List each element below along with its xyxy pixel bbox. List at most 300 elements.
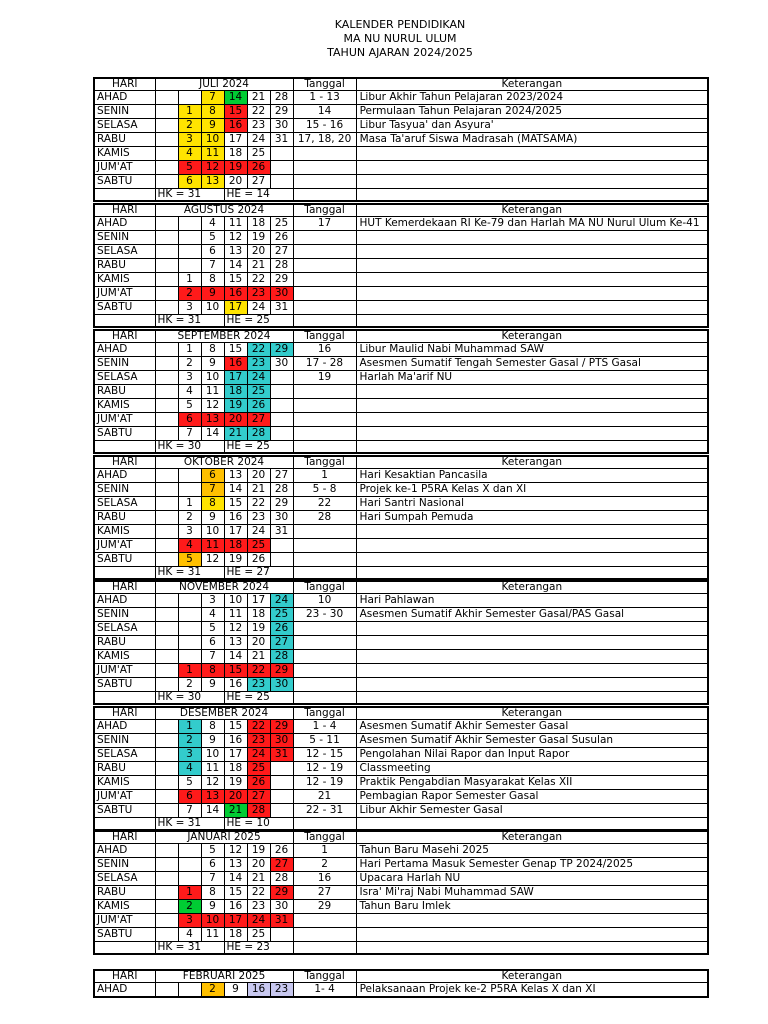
note-date: 17, 18, 20 <box>293 133 356 147</box>
note-text: Libur Akhir Tahun Pelajaran 2023/2024 <box>356 91 708 105</box>
tanggal-header: Tanggal <box>293 831 356 844</box>
date-cell: 28 <box>270 91 293 105</box>
date-cell: 1 <box>178 664 201 678</box>
note-date <box>293 245 356 259</box>
date-cell: 19 <box>224 553 247 567</box>
month-table <box>93 329 709 454</box>
day-row <box>94 497 708 511</box>
date-cell <box>178 91 201 105</box>
day-name: JUM'AT <box>94 413 155 427</box>
hk-count: HK = 30 <box>155 692 224 705</box>
note-text: Pelaksanaan Projek ke-2 P5RA Kelas X dan XI <box>356 983 708 998</box>
note-date: 14 <box>293 105 356 119</box>
note-date <box>293 259 356 273</box>
date-cell: 15 <box>224 343 247 357</box>
date-cell <box>155 231 178 245</box>
date-cell: 12 <box>201 553 224 567</box>
day-name: JUM'AT <box>94 287 155 301</box>
doc-title: KALENDER PENDIDIKAN <box>334 18 466 31</box>
date-cell: 2 <box>178 900 201 914</box>
day-row <box>94 245 708 259</box>
hari-header: HARI <box>94 581 155 594</box>
summary-empty <box>356 441 708 454</box>
tanggal-header: Tanggal <box>293 581 356 594</box>
month-name: NOVEMBER 2024 <box>155 581 293 594</box>
day-name: SABTU <box>94 301 155 315</box>
date-cell <box>178 636 201 650</box>
date-cell <box>178 983 201 998</box>
note-text: Pengolahan Nilai Rapor dan Input Rapor <box>356 748 708 762</box>
note-date <box>293 287 356 301</box>
date-cell: 27 <box>270 245 293 259</box>
day-name: AHAD <box>94 720 155 734</box>
date-cell <box>178 245 201 259</box>
note-text: Hari Kesaktian Pancasila <box>356 469 708 483</box>
date-cell: 1 <box>178 343 201 357</box>
hari-header: HARI <box>94 204 155 217</box>
day-row <box>94 608 708 622</box>
date-cell: 13 <box>201 413 224 427</box>
date-cell <box>155 858 178 872</box>
date-cell: 19 <box>247 844 270 858</box>
day-name: SENIN <box>94 608 155 622</box>
day-row <box>94 914 708 928</box>
day-name: AHAD <box>94 594 155 608</box>
note-text <box>356 287 708 301</box>
day-name: RABU <box>94 259 155 273</box>
month-header-row <box>94 581 708 594</box>
day-name: SABTU <box>94 427 155 441</box>
date-cell: 27 <box>247 790 270 804</box>
date-cell: 14 <box>201 804 224 818</box>
hk-count: HK = 30 <box>155 441 224 454</box>
date-cell <box>155 983 178 998</box>
day-row <box>94 133 708 147</box>
month-table <box>93 203 709 328</box>
date-cell: 22 <box>247 720 270 734</box>
date-cell: 18 <box>224 385 247 399</box>
day-name: SELASA <box>94 748 155 762</box>
note-date: 29 <box>293 900 356 914</box>
day-row <box>94 872 708 886</box>
date-cell: 16 <box>224 511 247 525</box>
note-text <box>356 231 708 245</box>
date-cell: 27 <box>247 175 270 189</box>
date-cell: 23 <box>247 678 270 692</box>
date-cell: 24 <box>270 594 293 608</box>
month-name: AGUSTUS 2024 <box>155 204 293 217</box>
date-cell: 28 <box>270 872 293 886</box>
note-text: Libur Akhir Semester Gasal <box>356 804 708 818</box>
day-row <box>94 427 708 441</box>
date-cell <box>155 357 178 371</box>
date-cell <box>178 217 201 231</box>
date-cell <box>178 608 201 622</box>
date-cell: 20 <box>224 175 247 189</box>
date-cell <box>155 91 178 105</box>
month-header-row <box>94 970 708 983</box>
keterangan-header: Keterangan <box>356 456 708 469</box>
date-cell: 11 <box>201 385 224 399</box>
month-header-row <box>94 204 708 217</box>
date-cell <box>270 553 293 567</box>
date-cell: 20 <box>224 790 247 804</box>
note-date: 22 - 31 <box>293 804 356 818</box>
day-name: SABTU <box>94 175 155 189</box>
date-cell <box>155 119 178 133</box>
date-cell: 5 <box>178 161 201 175</box>
day-row <box>94 371 708 385</box>
date-cell: 1 <box>178 497 201 511</box>
note-date <box>293 553 356 567</box>
date-cell <box>155 804 178 818</box>
note-text: Tahun Baru Masehi 2025 <box>356 844 708 858</box>
hari-header: HARI <box>94 831 155 844</box>
date-cell: 11 <box>224 217 247 231</box>
date-cell: 13 <box>224 636 247 650</box>
month-header-row <box>94 831 708 844</box>
month-table <box>93 580 709 705</box>
day-name: AHAD <box>94 983 155 998</box>
date-cell <box>155 371 178 385</box>
summary-empty <box>356 189 708 202</box>
date-cell: 29 <box>270 273 293 287</box>
note-date: 28 <box>293 511 356 525</box>
tanggal-header: Tanggal <box>293 78 356 91</box>
note-text <box>356 928 708 942</box>
date-cell: 21 <box>247 91 270 105</box>
date-cell: 4 <box>201 608 224 622</box>
day-row <box>94 259 708 273</box>
date-cell: 8 <box>201 497 224 511</box>
date-cell <box>155 175 178 189</box>
summary-empty <box>293 441 356 454</box>
day-row <box>94 734 708 748</box>
date-cell: 7 <box>201 483 224 497</box>
academic-year: TAHUN AJARAN 2024/2025 <box>327 46 473 59</box>
date-cell: 3 <box>178 301 201 315</box>
hari-header: HARI <box>94 970 155 983</box>
date-cell: 19 <box>247 231 270 245</box>
date-cell: 19 <box>224 399 247 413</box>
month-header-row <box>94 456 708 469</box>
day-name: JUM'AT <box>94 790 155 804</box>
date-cell: 23 <box>247 357 270 371</box>
day-name: SELASA <box>94 119 155 133</box>
date-cell: 2 <box>178 678 201 692</box>
date-cell: 27 <box>247 413 270 427</box>
date-cell: 7 <box>201 872 224 886</box>
day-name: SENIN <box>94 858 155 872</box>
tanggal-header: Tanggal <box>293 204 356 217</box>
date-cell: 25 <box>270 608 293 622</box>
date-cell: 17 <box>224 914 247 928</box>
date-cell: 22 <box>247 343 270 357</box>
date-cell <box>270 161 293 175</box>
note-text: Praktik Pengabdian Masyarakat Kelas XII <box>356 776 708 790</box>
note-date: 19 <box>293 371 356 385</box>
day-row <box>94 553 708 567</box>
day-row <box>94 983 708 998</box>
date-cell <box>178 650 201 664</box>
month-table <box>93 706 709 831</box>
note-text <box>356 678 708 692</box>
date-cell: 3 <box>201 594 224 608</box>
day-name: SELASA <box>94 622 155 636</box>
note-text: Asesmen Sumatif Akhir Semester Gasal Susulan <box>356 734 708 748</box>
day-name: AHAD <box>94 217 155 231</box>
date-cell: 24 <box>247 914 270 928</box>
keterangan-header: Keterangan <box>356 78 708 91</box>
date-cell <box>155 762 178 776</box>
date-cell <box>155 844 178 858</box>
date-cell: 15 <box>224 497 247 511</box>
day-name: RABU <box>94 385 155 399</box>
hari-header: HARI <box>94 78 155 91</box>
date-cell: 9 <box>224 983 247 998</box>
day-row <box>94 301 708 315</box>
date-cell <box>155 427 178 441</box>
note-date <box>293 636 356 650</box>
date-cell: 23 <box>247 119 270 133</box>
date-cell <box>270 804 293 818</box>
month-name: JANUARI 2025 <box>155 831 293 844</box>
note-text <box>356 650 708 664</box>
date-cell: 4 <box>178 762 201 776</box>
date-cell: 22 <box>247 105 270 119</box>
date-cell <box>178 469 201 483</box>
date-cell: 31 <box>270 133 293 147</box>
date-cell: 10 <box>201 133 224 147</box>
day-row <box>94 413 708 427</box>
note-text: Isra' Mi'raj Nabi Muhammad SAW <box>356 886 708 900</box>
date-cell: 16 <box>224 678 247 692</box>
month-table <box>93 77 709 202</box>
date-cell: 30 <box>270 900 293 914</box>
date-cell: 29 <box>270 664 293 678</box>
date-cell <box>270 399 293 413</box>
date-cell: 23 <box>247 511 270 525</box>
date-cell <box>155 497 178 511</box>
keterangan-header: Keterangan <box>356 204 708 217</box>
date-cell: 8 <box>201 664 224 678</box>
date-cell: 16 <box>247 983 270 998</box>
date-cell <box>155 872 178 886</box>
summary-empty <box>293 942 356 955</box>
date-cell: 5 <box>201 622 224 636</box>
date-cell <box>178 858 201 872</box>
date-cell: 13 <box>201 790 224 804</box>
day-row <box>94 539 708 553</box>
date-cell: 17 <box>224 133 247 147</box>
date-cell: 30 <box>270 287 293 301</box>
date-cell: 18 <box>247 608 270 622</box>
date-cell: 9 <box>201 678 224 692</box>
date-cell: 31 <box>270 914 293 928</box>
date-cell: 24 <box>247 525 270 539</box>
day-name: AHAD <box>94 469 155 483</box>
note-date <box>293 385 356 399</box>
date-cell: 9 <box>201 734 224 748</box>
keterangan-header: Keterangan <box>356 970 708 983</box>
day-row <box>94 748 708 762</box>
note-date: 1 - 13 <box>293 91 356 105</box>
note-text: Asesmen Sumatif Tengah Semester Gasal / PTS Gasal <box>356 357 708 371</box>
note-text: Libur Tasyua' dan Asyura' <box>356 119 708 133</box>
date-cell: 22 <box>247 273 270 287</box>
day-name: JUM'AT <box>94 161 155 175</box>
note-text <box>356 553 708 567</box>
summary-row <box>94 942 708 955</box>
day-row <box>94 594 708 608</box>
date-cell: 19 <box>224 776 247 790</box>
day-row <box>94 525 708 539</box>
day-row <box>94 231 708 245</box>
date-cell: 15 <box>224 664 247 678</box>
month-name: JULI 2024 <box>155 78 293 91</box>
day-row <box>94 776 708 790</box>
note-date: 21 <box>293 790 356 804</box>
note-text: Classmeeting <box>356 762 708 776</box>
date-cell: 16 <box>224 900 247 914</box>
date-cell <box>155 734 178 748</box>
date-cell: 2 <box>178 734 201 748</box>
note-text: Tahun Baru Imlek <box>356 900 708 914</box>
note-date <box>293 664 356 678</box>
he-count: HE = 25 <box>224 315 293 328</box>
note-text <box>356 245 708 259</box>
date-cell: 21 <box>247 259 270 273</box>
day-name: SABTU <box>94 553 155 567</box>
date-cell: 29 <box>270 343 293 357</box>
note-date: 22 <box>293 497 356 511</box>
date-cell: 26 <box>270 231 293 245</box>
date-cell: 25 <box>247 147 270 161</box>
date-cell <box>155 539 178 553</box>
day-name: KAMIS <box>94 900 155 914</box>
date-cell: 6 <box>201 469 224 483</box>
keterangan-header: Keterangan <box>356 330 708 343</box>
note-text: Permulaan Tahun Pelajaran 2024/2025 <box>356 105 708 119</box>
date-cell: 9 <box>201 287 224 301</box>
date-cell: 25 <box>247 385 270 399</box>
date-cell: 20 <box>247 469 270 483</box>
date-cell: 31 <box>270 301 293 315</box>
date-cell: 30 <box>270 678 293 692</box>
note-date: 17 - 28 <box>293 357 356 371</box>
date-cell: 4 <box>178 385 201 399</box>
day-row <box>94 858 708 872</box>
summary-row <box>94 692 708 705</box>
note-date <box>293 427 356 441</box>
date-cell: 6 <box>201 858 224 872</box>
date-cell: 30 <box>270 357 293 371</box>
date-cell: 12 <box>201 399 224 413</box>
summary-empty <box>356 315 708 328</box>
hk-count: HK = 31 <box>155 942 224 955</box>
date-cell: 11 <box>201 147 224 161</box>
date-cell <box>155 399 178 413</box>
date-cell: 5 <box>178 553 201 567</box>
note-text <box>356 175 708 189</box>
month-name: SEPTEMBER 2024 <box>155 330 293 343</box>
note-date <box>293 175 356 189</box>
day-row <box>94 119 708 133</box>
note-date <box>293 539 356 553</box>
day-row <box>94 720 708 734</box>
date-cell: 5 <box>178 399 201 413</box>
date-cell: 22 <box>247 497 270 511</box>
month-header-row <box>94 330 708 343</box>
date-cell: 24 <box>247 133 270 147</box>
day-name: AHAD <box>94 343 155 357</box>
day-name: SENIN <box>94 357 155 371</box>
date-cell: 9 <box>201 900 224 914</box>
day-name: KAMIS <box>94 273 155 287</box>
summary-empty <box>293 692 356 705</box>
date-cell <box>155 748 178 762</box>
day-row <box>94 91 708 105</box>
day-row <box>94 105 708 119</box>
date-cell <box>178 622 201 636</box>
date-cell: 9 <box>201 119 224 133</box>
date-cell: 16 <box>224 119 247 133</box>
date-cell: 25 <box>247 762 270 776</box>
note-text: Hari Santri Nasional <box>356 497 708 511</box>
date-cell: 13 <box>224 858 247 872</box>
date-cell: 6 <box>201 245 224 259</box>
date-cell <box>155 928 178 942</box>
day-row <box>94 900 708 914</box>
date-cell: 8 <box>201 343 224 357</box>
note-date: 12 - 15 <box>293 748 356 762</box>
date-cell: 15 <box>224 720 247 734</box>
date-cell <box>178 594 201 608</box>
hk-count: HK = 31 <box>155 189 224 202</box>
date-cell <box>155 287 178 301</box>
note-text: Libur Maulid Nabi Muhammad SAW <box>356 343 708 357</box>
note-text <box>356 259 708 273</box>
date-cell: 22 <box>247 886 270 900</box>
date-cell: 2 <box>178 511 201 525</box>
hari-header: HARI <box>94 330 155 343</box>
date-cell: 10 <box>201 371 224 385</box>
date-cell: 24 <box>247 748 270 762</box>
date-cell: 27 <box>270 636 293 650</box>
summary-row <box>94 818 708 831</box>
date-cell: 2 <box>178 357 201 371</box>
date-cell: 19 <box>224 161 247 175</box>
date-cell: 2 <box>178 119 201 133</box>
date-cell: 30 <box>270 511 293 525</box>
date-cell: 10 <box>224 594 247 608</box>
day-row <box>94 664 708 678</box>
he-count: HE = 10 <box>224 818 293 831</box>
note-text: HUT Kemerdekaan RI Ke-79 dan Harlah MA NU Nurul Ulum Ke-41 <box>356 217 708 231</box>
date-cell <box>155 343 178 357</box>
day-name: SENIN <box>94 734 155 748</box>
date-cell <box>155 525 178 539</box>
date-cell: 16 <box>224 357 247 371</box>
date-cell: 3 <box>178 748 201 762</box>
date-cell: 1 <box>178 720 201 734</box>
date-cell: 12 <box>224 844 247 858</box>
note-text <box>356 539 708 553</box>
summary-spacer <box>94 692 155 705</box>
note-date <box>293 301 356 315</box>
date-cell: 4 <box>201 217 224 231</box>
day-name: KAMIS <box>94 525 155 539</box>
